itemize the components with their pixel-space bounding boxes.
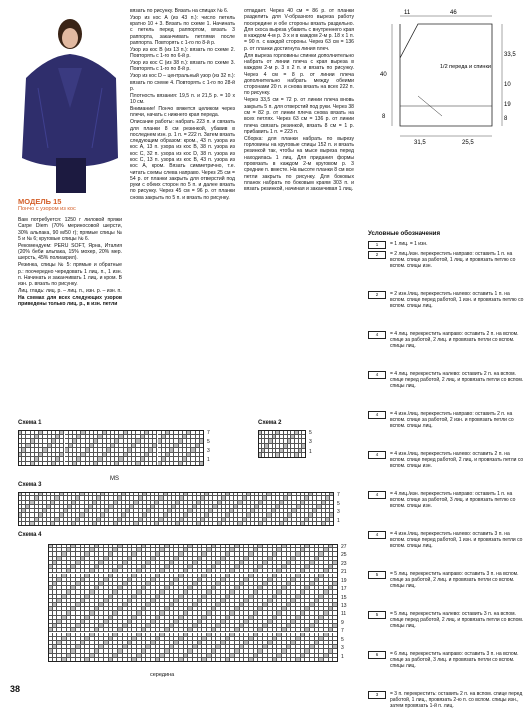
row-number: 3 xyxy=(309,439,312,446)
legend-text: = 2 лиц./изн. перекрестить направо: оставить 1 п. на вспом. спице за работой, 1 лиц. и провязать петлю со вспом. спицы изн. xyxy=(390,251,516,269)
pattern-schematic xyxy=(362,6,522,146)
scheme-1-grid xyxy=(18,430,218,466)
col3-p3: Через 33,5 см = 72 р. от линии плеча вновь закрыть 5 п. для отверстий под руки. Через 38 см = 82 р. от линии плеча снова вязать на всех петлях. Через 63 см = 136 р. от линии плеча связать резинкой, вязать 8 см = 1 р. прибавить 1 п. = 223 п. xyxy=(244,97,354,135)
row-number: 13 xyxy=(341,603,347,609)
model-title: МОДЕЛЬ 15 xyxy=(18,197,62,206)
scheme-1-ms: MS xyxy=(110,476,119,482)
dim-11: 11 xyxy=(404,10,411,16)
legend-text: = 3 п. перекрестить: оставить 2 п. на вспом. спице перед работой, 1 лиц., провязать 2-ю п. со вспом. спицы изн., затем провязать 1-й п. лиц. xyxy=(390,691,523,709)
scheme-4-label: Схема 4 xyxy=(18,532,42,538)
model-photo xyxy=(18,8,123,193)
row-number: 23 xyxy=(341,560,347,567)
row-number: 1 xyxy=(309,448,312,455)
legend-symbol-icon: 3 xyxy=(368,691,386,699)
rib-text: Резинка, спицы № 5: прямые и обратные р.: поочередно чередовать 1 лиц. п., 1 изн. п. Начинать и заканчивать 1 лиц. и кром. В изн. р. вязать по рисунку. xyxy=(18,262,122,288)
legend-symbol-icon: 1 xyxy=(368,241,386,249)
row-number: 15 xyxy=(341,594,347,601)
legend-symbol-icon: 6 xyxy=(368,651,386,659)
row-number: 1 xyxy=(207,457,210,463)
dim-40: 40 xyxy=(380,72,387,78)
legend-text: = 2 изн./лиц. перекрестить налево: оставить 1 п. на вспом. спице перед работой, 1 изн. и провязать петлю со вспом. спицы лиц. xyxy=(390,291,524,309)
row-number: 5 xyxy=(337,500,340,507)
row-number: 27 xyxy=(341,544,347,550)
row-number: 7 xyxy=(341,628,344,635)
row-number: 17 xyxy=(341,586,347,593)
legend-symbol-icon: 4 xyxy=(368,491,386,499)
legend-text: = 1 лиц. = 1 изн. xyxy=(390,241,428,247)
row-number: 7 xyxy=(207,430,210,436)
legend-text: = 4 изн./лиц. перекрестить налево: оставить 3 п. на вспом. спице перед работой, 1 изн. и провязать петли со вспом. спицы лиц. xyxy=(390,531,523,549)
legend-text: = 6 лиц. перекрестить направо: оставить 3 п. на вспом. спице за работой, 3 лиц. и провязать петли со вспом. спицы лиц. xyxy=(390,651,519,669)
legend-symbol-icon: 5 xyxy=(368,571,386,579)
col2-p4: Узор из кос C (из 38 п.): вязать по схеме 3. Повторять с 1-го по 8-й р. xyxy=(130,60,235,73)
col2-p2: Узор из кос A (из 43 п.): число петель кратно 10 + 3. Вязать по схеме 1. Начинать с петель перед раппортом, вязать 3 раппорта, заканчивать петлями после раппорта. Повторять с 1-го по 8-й р. xyxy=(130,14,235,47)
col2-p6: Плотность вязания: 19,5 п. и 21,5 р. = 10 х 10 см. xyxy=(130,92,235,106)
col2-p8: Описание работы: набрать 223 п. и связать для планки 8 см резинкой, убавив в последнем изн. р. 1 п. = 222 п. Затем вязать следующим образом: кром., 43 п. узора из кос A, 13 п. узора из кос B, 38 п. узора из кос C, 32 п. узора из кос D, 38 п. узора из кос C, 13 п. узора из кос B, 43 п. узора из кос A, кром. Вязать симметрично, т.е. читать схемы слева направо. Через 25 см = 54 р. от планки закрыть для отверстий под руки с обеих сторон по 5 п. и далее вязать по рисунку. Через 45 см = 96 р. от планки снова закрыть по 5 п. и вязать по рисунку. xyxy=(130,119,235,201)
row-number: 1 xyxy=(337,517,340,524)
scheme-4-grid xyxy=(48,544,352,662)
dim-31-5: 31,5 xyxy=(414,140,426,146)
col2-p5: Узор из кос D – центральный узор (из 32 п.): вязать по схеме 4. Повторять с 1-го по 28-й р. xyxy=(130,73,235,92)
scheme-3-label: Схема 3 xyxy=(18,482,42,488)
scheme-1-label: Схема 1 xyxy=(18,420,42,426)
dim-10: 10 xyxy=(504,82,511,88)
row-number: 25 xyxy=(341,552,347,559)
row-number: 5 xyxy=(341,636,344,643)
row-number: 11 xyxy=(341,611,347,618)
col3-p1: отпадает. Через 40 см = 86 р. от планки разделить для V-образного выреза работу посередине и обе стороны вязать раздельно. Для скоса выреза убавить с внутреннего края в каждом 4-м р. 3 х и в каждом 2-м р. 18 х 1 п. = 90 п. с каждой стороны. Через 63 см = 136 р. от планки достигнута линия плеч. xyxy=(244,8,354,52)
dim-46: 46 xyxy=(450,10,457,16)
column-1 xyxy=(18,198,122,308)
row-number: 3 xyxy=(341,645,344,652)
col3-p2: Для выреза горловины спинки дополнительно набрать от линии плеча с края выреза в каждом 2-м р. 3 х 2 п. и вязать по рисунку. Через 4 см = 8 р. от линии плеча дополнительно набрать между обеими сторонами 20 п. и снова вязать на всех 222 п. по рисунку. xyxy=(244,52,354,97)
legend-symbol-icon: 5 xyxy=(368,611,386,619)
legend-title: Условные обозначения xyxy=(368,230,441,237)
row-number: 3 xyxy=(207,448,210,454)
legend-symbol-icon: 2 xyxy=(368,251,386,259)
legend-text: = 4 лиц. перекрестить направо: оставить 2 п. на вспом. спице за работой, 2 лиц. и провязать петли со вспом. спицы лиц. xyxy=(390,331,519,349)
dim-19: 19 xyxy=(504,102,511,108)
col3-p4: Сборка: для планки набрать по вырезу горловины на круговые спицы 152 п. и вязать резинкой так, чтобы на мысе выреза перед находилась 1 лиц. Для придания формы провязать в каждом 2-м круговом р. 3 средние п. вместе. На высоте планки 8 см все петли закрыть по рисунку. Для боковых планок набрать по боковым краям 303 п. и вязать резинкой, начиная и заканчивая 1 лиц. xyxy=(244,135,354,193)
legend-symbol-icon: 4 xyxy=(368,371,386,379)
schematic-drawing xyxy=(362,6,522,146)
row-number: 5 xyxy=(207,439,210,445)
legend-text: = 4 лиц./изн. перекрестить направо: оставить 1 п. на вспом. спице за работой, 3 лиц. и провязать петлю со вспом. спицы изн. xyxy=(390,491,516,509)
legend-text: = 4 изн./лиц. перекрестить направо: оставить 2 п. на вспом. спице за работой, 2 изн. и провязать петли со вспом. спицы лиц. xyxy=(390,411,514,429)
row-number: 1 xyxy=(341,653,344,660)
row-number: 9 xyxy=(341,619,344,626)
legend-symbol-icon: 4 xyxy=(368,531,386,539)
model-subtitle: Пончо с узором из кос xyxy=(18,206,76,212)
legend-symbol-icon: 4 xyxy=(368,411,386,419)
row-number: 7 xyxy=(337,492,340,498)
col2-p1: вязать по рисунку. Вязать на спицах № 6. xyxy=(130,8,229,14)
dim-half: 1/2 переда и спинки xyxy=(440,64,491,70)
charts-note: На схемах для всех следующих узоров приведены только лиц. р., в изн. петли xyxy=(18,294,122,308)
dim-8-right: 8 xyxy=(504,116,508,122)
row-number: 3 xyxy=(337,509,340,515)
scheme-2-label: Схема 2 xyxy=(258,420,282,426)
dim-33-5: 33,5 xyxy=(504,52,516,58)
row-number: 21 xyxy=(341,569,347,576)
scheme-4-middle: середина xyxy=(150,672,175,678)
dim-25-5: 25,5 xyxy=(462,140,474,146)
scheme-3-grid xyxy=(18,492,348,526)
model-photo-illustration xyxy=(18,8,123,193)
scheme-2-grid xyxy=(258,430,320,458)
page-number: 38 xyxy=(10,684,21,694)
legend-symbol-icon: 4 xyxy=(368,451,386,459)
col2-p3: Узор из кос B (из 13 п.): вязать по схеме 2. Повторять с 1-го по 6-й р. xyxy=(130,46,235,60)
column-2 xyxy=(130,8,235,202)
legend-text: = 5 лиц. перекрестить направо: оставить 3 п. на вспом. спице за работой, 2 лиц. и провязать петли со вспом. спицы лиц. xyxy=(390,571,519,589)
legend-symbol-icon: 2 xyxy=(368,291,386,299)
legend-text: = 5 лиц. перекрестить налево: оставить 3 п. на вспом. спице перед работой, 2 лиц. и провязать петли со вспом. спицы лиц. xyxy=(390,611,524,629)
legend-symbol-icon: 4 xyxy=(368,331,386,339)
legend-text: = 4 лиц. перекрестить налево: оставить 2 п. на вспом. спице перед работой, 2 лиц. и провязать петли со вспом. спицы лиц. xyxy=(390,371,524,389)
materials-text: Вам потребуется: 1250 г лиловой пряжи Carpe Diem (70% мериносовой шерсти, 30% альпака, 90 м/50 г); прямые спицы № 5 и № 6; круговые спицы № 6. xyxy=(18,217,122,242)
column-3 xyxy=(244,8,354,193)
legend-text: = 4 изн./лиц. перекрестить налево: оставить 2 п. на вспом. спице перед работой, 2 лиц. и провязать петли со вспом. спицы изн. xyxy=(390,451,524,469)
row-number: 19 xyxy=(341,577,347,584)
recommended-text: Рекомендуем: PERU SOFT, Ярна, Италия (20% беби альпака, 15% мохер, 20% мер. шерсть, 45% полиакрил). xyxy=(18,242,122,262)
col2-p7: Внимание! Пончо вяжется целиком через плечи, начать с нижнего края переда. xyxy=(130,106,235,119)
row-number: 5 xyxy=(309,430,312,436)
legend xyxy=(368,230,526,709)
stockinette-text: Лиц. гладь: лиц. р. – лиц. п., изн. р. – изн. п. xyxy=(18,288,122,295)
dim-8-left: 8 xyxy=(382,114,386,120)
